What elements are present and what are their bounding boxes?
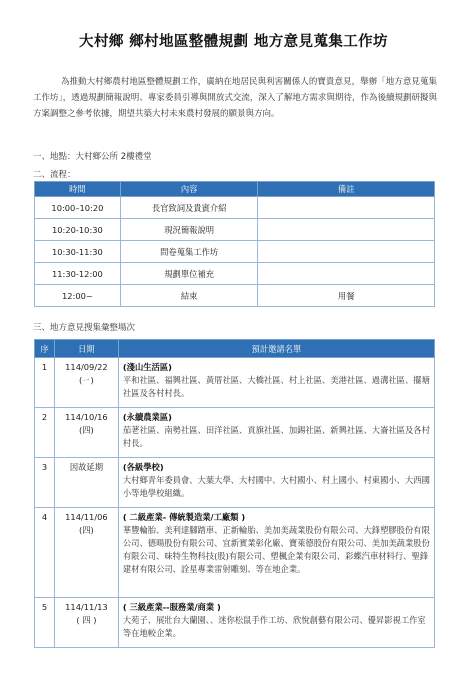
schedule-row bbox=[35, 285, 435, 307]
session-date: 114/10/16 bbox=[65, 412, 108, 422]
sessions-table bbox=[34, 339, 435, 648]
session-group: ( 二級產業- 傳統製造業/工廠類 ) bbox=[122, 512, 246, 522]
page-title: 大村鄉 鄉村地區整體規劃 地方意見蒐集工作坊 bbox=[79, 34, 388, 50]
session-row bbox=[35, 598, 435, 648]
session-no: 2 bbox=[35, 408, 55, 458]
session-date-cell bbox=[54, 458, 118, 508]
schedule-time: 10:00–10:20 bbox=[35, 197, 121, 219]
session-invitees bbox=[118, 598, 434, 648]
session-orgs: 大苑子、展壯台大蘭園、、迷你松鼠手作工坊、欣悅創藝有限公司、優昇影視工作室等在地較企業。 bbox=[122, 615, 426, 638]
intro-paragraph: 為推動大村鄉農村地區整體規劃工作，廣納在地居民與利害關係人的寶貴意見，舉辦「地方意見蒐集工作坊」，透過規劃簡報說明、專家委員引導與開放式交流，深入了解地方需求與期待，作為後續規劃研擬與方案調整之參考依據，期望共築大村未來農村發展的願景與方向。 bbox=[33, 77, 437, 119]
session-weekday: ( 四 ) bbox=[76, 615, 97, 625]
session-date-cell bbox=[54, 408, 118, 458]
schedule-table bbox=[34, 181, 435, 307]
session-weekday: (ㄧ) bbox=[79, 375, 94, 385]
session-invitees bbox=[118, 358, 434, 408]
session-row bbox=[35, 408, 435, 458]
schedule-content: 長官致詞及貴賓介紹 bbox=[120, 197, 258, 219]
schedule-row bbox=[35, 241, 435, 263]
schedule-row bbox=[35, 197, 435, 219]
session-invitees bbox=[118, 508, 434, 598]
session-orgs: 茄荖社區、南勢社區、田洋社區、貢旗社區、加錫社區、新興社區、大崙社區及各村村長。 bbox=[122, 425, 430, 448]
session-no: 3 bbox=[35, 458, 55, 508]
schedule-content: 規劃單位補充 bbox=[120, 263, 258, 285]
session-date: 114/09/22 bbox=[65, 362, 108, 372]
session-weekday: (四) bbox=[79, 525, 94, 535]
session-date: 114/11/06 bbox=[65, 512, 108, 522]
session-orgs: 平和社區、福興社區、黃厝社區、大橋社區、村上社區、美港社區、過溝社區、擺塘社區及各村村長。 bbox=[122, 375, 430, 398]
session-no: 5 bbox=[35, 598, 55, 648]
session-group: (各級學校) bbox=[122, 462, 164, 472]
schedule-content: 結束 bbox=[120, 285, 258, 307]
places-heading: 三、地方意見搜集彙整場次 bbox=[33, 323, 136, 333]
schedule-time: 12:00~ bbox=[35, 285, 121, 307]
schedule-header-time: 時間 bbox=[35, 182, 121, 197]
process-heading: 二、流程： bbox=[33, 170, 76, 180]
schedule-content: 問卷蒐集工作坊 bbox=[120, 241, 258, 263]
session-date-cell bbox=[54, 358, 118, 408]
session-date: 114/11/13 bbox=[65, 602, 108, 612]
session-row bbox=[35, 458, 435, 508]
schedule-row bbox=[35, 263, 435, 285]
session-weekday: (四) bbox=[79, 425, 94, 435]
session-group: ( 三級產業--服務業/商業 ) bbox=[122, 602, 221, 612]
session-orgs: 華豐輪胎、美利達腳踏車、正新輪胎、美加美蔬業股份有限公司、大鋒塑膠股份有限公司、德暘股份有限公司、宜新實業彰化廠、寶萊德股份有限公司、美加美蔬業股份有限公司、味特生物科技(股)有限公司、塑楓企業有限公司、彩蝶汽車材料行、聖鋒建材有限公司、詮星專業雷射雕刻、等在地企業。 bbox=[122, 525, 430, 574]
schedule-note bbox=[258, 241, 435, 263]
session-invitees bbox=[118, 458, 434, 508]
session-orgs: 大村鄉青年委員會、大葉大學、大村國中、大村國小、村上國小、村東國小、大西國小等地學校組織。 bbox=[122, 475, 430, 498]
schedule-time: 10:20-10:30 bbox=[35, 219, 121, 241]
session-group: (永續農業區) bbox=[122, 412, 172, 422]
session-no: 4 bbox=[35, 508, 55, 598]
sessions-header-no: 序 bbox=[35, 340, 55, 358]
schedule-header-row bbox=[35, 182, 435, 197]
location-line: 一、地點：大村鄉公所 2樓禮堂 bbox=[33, 152, 152, 162]
schedule-note bbox=[258, 263, 435, 285]
session-row bbox=[35, 358, 435, 408]
schedule-header-note: 備註 bbox=[258, 182, 435, 197]
sessions-header-date: 日期 bbox=[54, 340, 118, 358]
schedule-row bbox=[35, 219, 435, 241]
schedule-note bbox=[258, 197, 435, 219]
session-row bbox=[35, 508, 435, 598]
session-no: 1 bbox=[35, 358, 55, 408]
schedule-time: 10:30-11:30 bbox=[35, 241, 121, 263]
session-date-cell bbox=[54, 598, 118, 648]
schedule-content: 現況簡報說明 bbox=[120, 219, 258, 241]
session-invitees bbox=[118, 408, 434, 458]
schedule-note bbox=[258, 219, 435, 241]
sessions-header-invitees: 預計邀請名單 bbox=[118, 340, 434, 358]
session-group: (淺山生活區) bbox=[122, 362, 172, 372]
schedule-note: 用餐 bbox=[258, 285, 435, 307]
schedule-time: 11:30-12:00 bbox=[35, 263, 121, 285]
schedule-header-content: 內容 bbox=[120, 182, 258, 197]
sessions-header-row bbox=[35, 340, 435, 358]
session-date-cell bbox=[54, 508, 118, 598]
session-date: 因故延期 bbox=[69, 462, 104, 472]
